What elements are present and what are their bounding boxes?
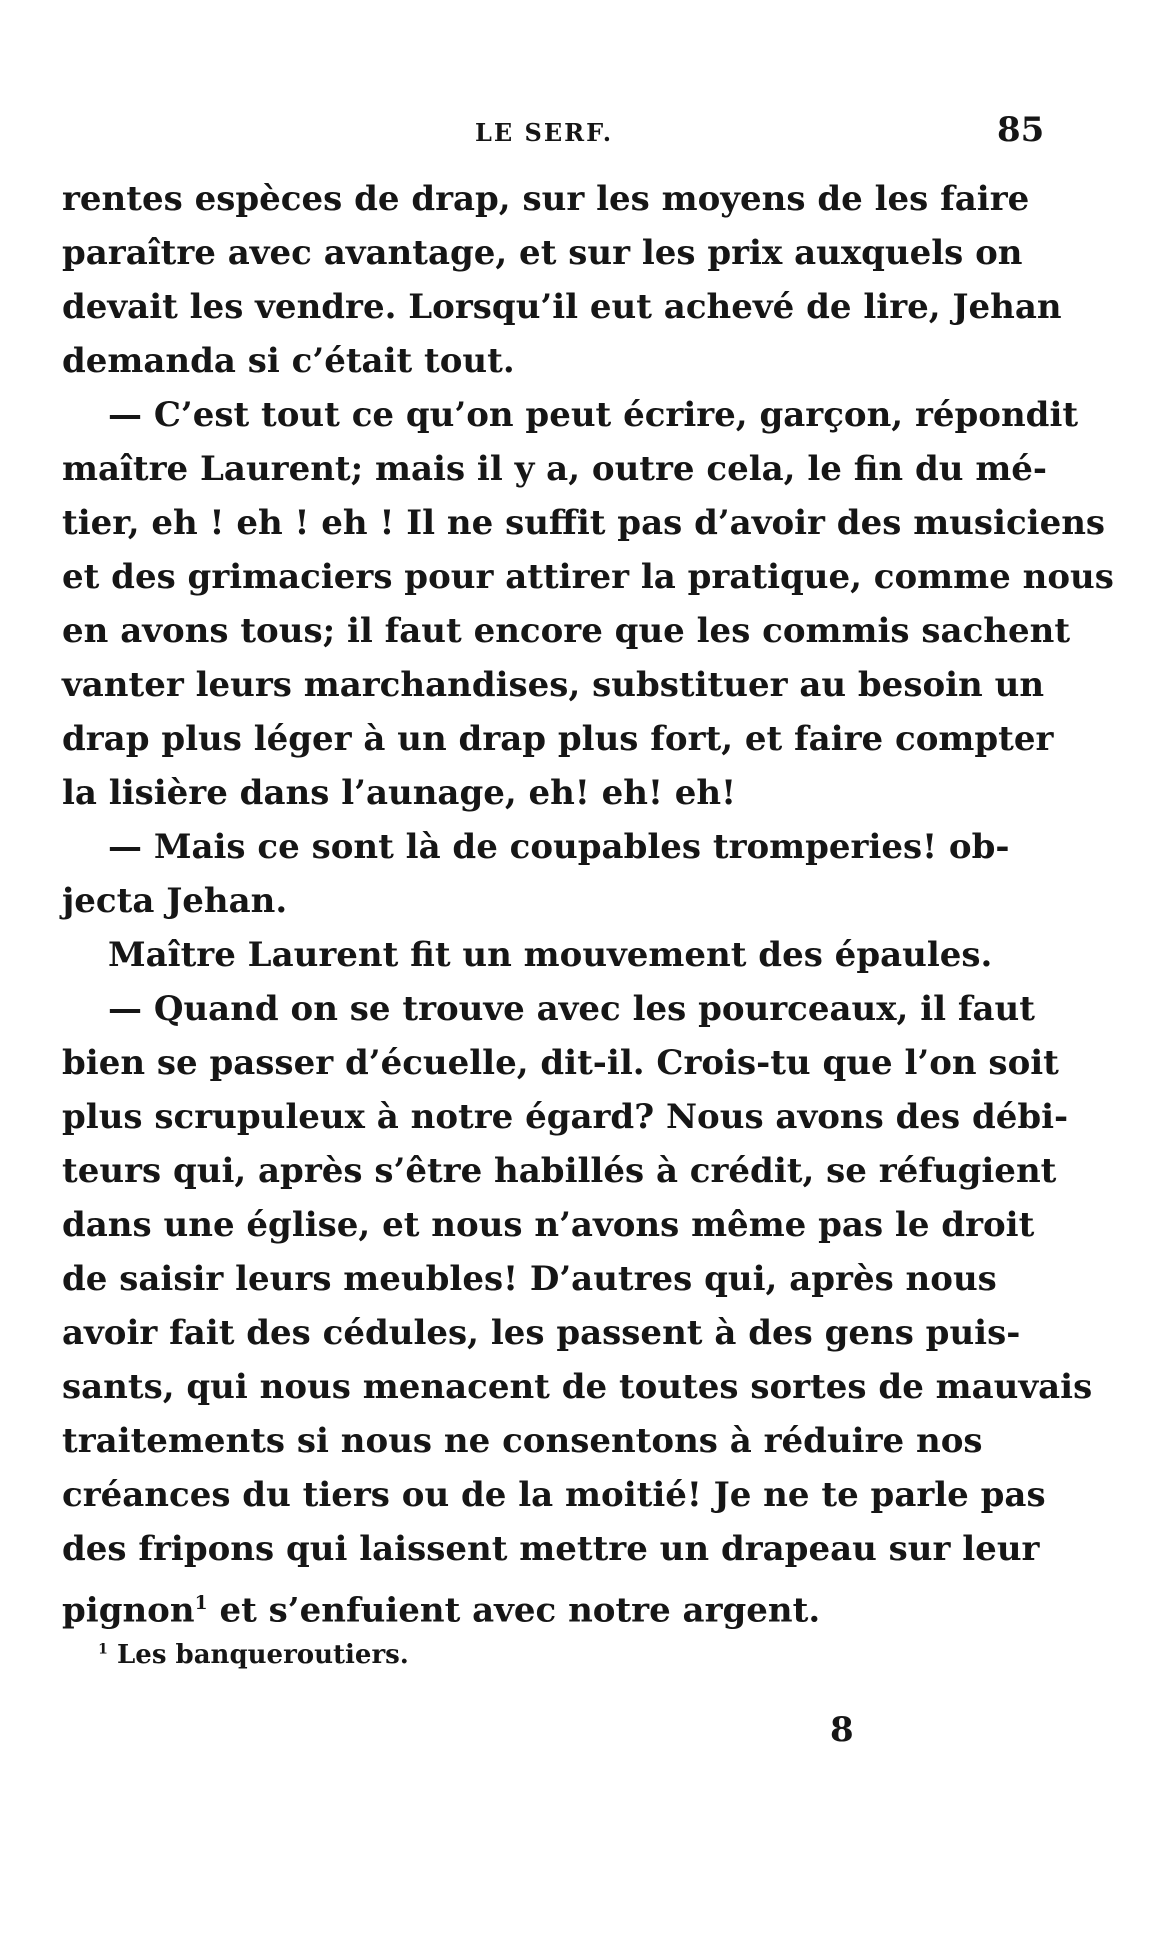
text-fragment: pignon — [62, 1590, 195, 1631]
page-number: 85 — [997, 110, 1045, 150]
text-line: Maître Laurent fit un mouvement des épaules. — [108, 935, 993, 975]
signature-mark: 8 — [830, 1710, 854, 1750]
text-line: sants, qui nous menacent de toutes sortes de mauvais — [62, 1367, 1093, 1407]
text-line: rentes espèces de drap, sur les moyens de les faire — [62, 179, 1030, 219]
text-line: — C’est tout ce qu’on peut écrire, garçon, répondit — [108, 395, 1079, 435]
running-head: LE SERF. — [475, 118, 614, 147]
text-line: traitements si nous ne consentons à réduire nos — [62, 1421, 983, 1461]
text-line: bien se passer d’écuelle, dit-il. Crois-tu que l’on soit — [62, 1043, 1059, 1083]
text-line-with-footnote — [62, 1576, 1012, 1637]
footnote-reference: 1 — [194, 1592, 208, 1614]
text-line: demanda si c’était tout. — [62, 341, 515, 381]
text-line: dans une église, et nous n’avons même pas le droit — [62, 1205, 1035, 1245]
text-line: devait les vendre. Lorsqu’il eut achevé de lire, Jehan — [62, 287, 1062, 327]
text-line: en avons tous; il faut encore que les commis sachent — [62, 611, 1071, 651]
text-line: jecta Jehan. — [62, 881, 288, 921]
text-line: paraître avec avantage, et sur les prix auxquels on — [62, 233, 1023, 273]
footnote-marker: 1 — [98, 1641, 108, 1658]
text-line: teurs qui, après s’être habillés à crédit, se réfugient — [62, 1151, 1057, 1191]
text-line: vanter leurs marchandises, substituer au besoin un — [62, 665, 1045, 705]
text-line: plus scrupuleux à notre égard? Nous avons des débi- — [62, 1097, 1069, 1137]
text-line: drap plus léger à un drap plus fort, et faire compter — [62, 719, 1054, 759]
text-line: la lisière dans l’aunage, eh! eh! eh! — [62, 773, 737, 813]
text-line: tier, eh ! eh ! eh ! Il ne suffit pas d’avoir des musiciens — [62, 503, 1106, 543]
text-line: créances du tiers ou de la moitié! Je ne te parle pas — [62, 1475, 1046, 1515]
footnote — [98, 1640, 409, 1670]
footnote-text: Les banqueroutiers. — [117, 1640, 409, 1670]
text-line: — Quand on se trouve avec les pourceaux, il faut — [108, 989, 1035, 1029]
text-fragment: et s’enfuient avec notre argent. — [219, 1590, 821, 1631]
text-line: et des grimaciers pour attirer la pratique, comme nous — [62, 557, 1114, 597]
text-line: de saisir leurs meubles! D’autres qui, après nous — [62, 1259, 997, 1299]
text-line: des fripons qui laissent mettre un drapeau sur leur — [62, 1529, 1040, 1569]
text-line: avoir fait des cédules, les passent à des gens puis- — [62, 1313, 1021, 1353]
text-line: — Mais ce sont là de coupables tromperies! ob- — [108, 827, 1010, 867]
text-line: maître Laurent; mais il y a, outre cela, le fin du mé- — [62, 449, 1048, 489]
